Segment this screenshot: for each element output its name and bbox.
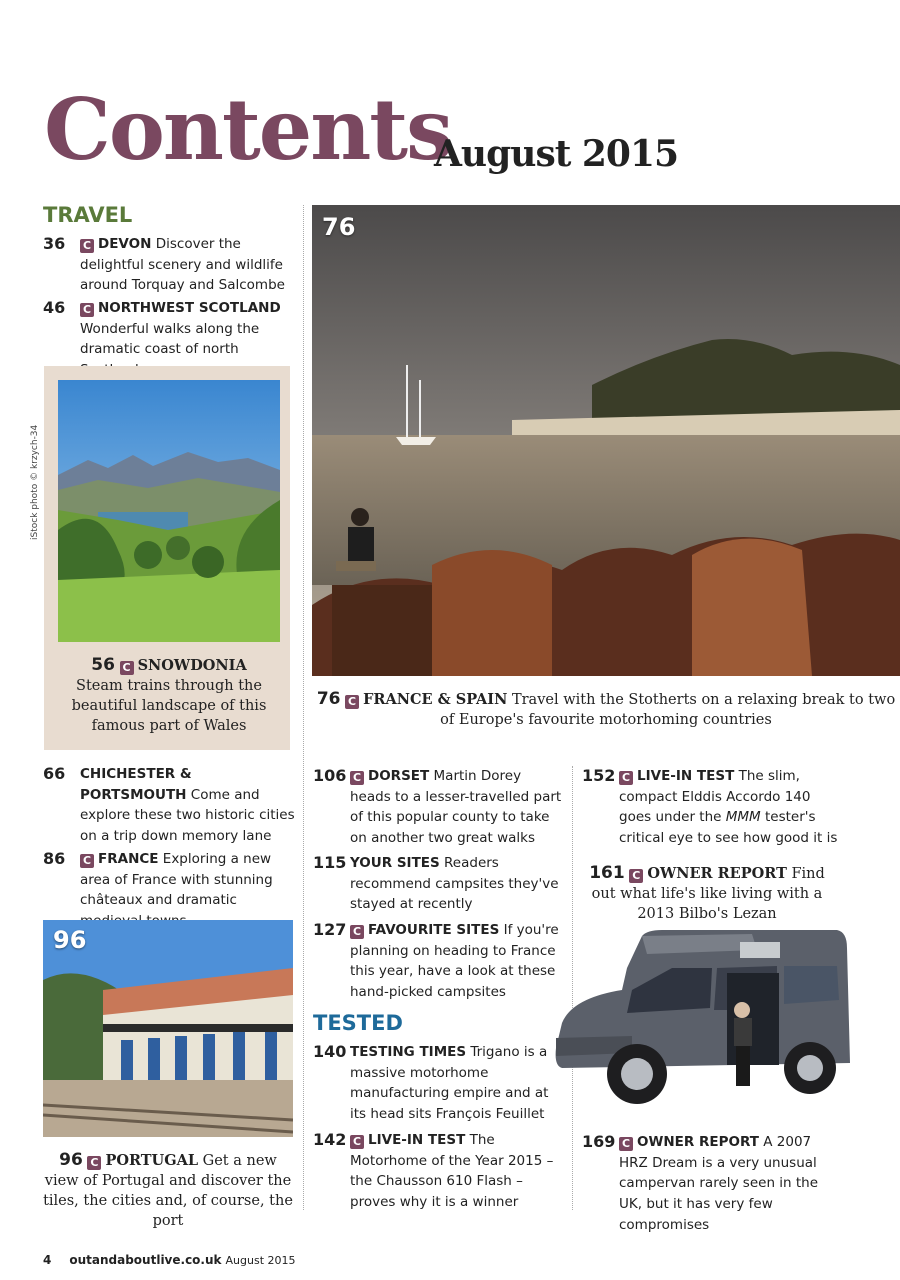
page-number: 115 <box>313 853 347 872</box>
column-divider <box>303 205 304 1210</box>
campervan-photo <box>552 928 852 1118</box>
portugal-caption <box>43 1150 293 1231</box>
c-badge: C <box>80 854 94 868</box>
c-badge: C <box>629 869 643 883</box>
entry-keyword: FAVOURITE SITES <box>368 922 500 938</box>
entry-text: Readers recommend campsites they've stayed at recently <box>350 855 559 913</box>
photo-credit: iStock photo © krzych-34 <box>30 424 40 540</box>
page-number: 161 <box>589 863 625 883</box>
entry-text: Wonderful walks along the dramatic coast of north <box>80 320 260 358</box>
page-number: 86 <box>43 849 66 868</box>
photo-page-number: 96 <box>53 926 87 954</box>
page-number: 140 <box>313 1042 347 1061</box>
page-number: 142 <box>313 1130 347 1149</box>
page-number: 56 <box>91 655 115 675</box>
entry-text-italic: MMM <box>725 809 761 826</box>
c-badge: C <box>619 771 633 785</box>
france-spain-caption <box>312 689 900 730</box>
entry-text: The slim, compact Elddis Accordo 140 goes under the <box>619 768 811 826</box>
entry-keyword: FRANCE & SPAIN <box>363 691 508 708</box>
entry-keyword: NORTHWEST SCOTLAND <box>98 300 281 316</box>
footer-issue: August 2015 <box>225 1254 296 1267</box>
page-number: 169 <box>582 1132 616 1151</box>
entry-text: Discover the delightful scenery and wildlife around Torquay and Salcombe <box>80 236 285 294</box>
entry-keyword: FRANCE <box>98 851 159 867</box>
page-number: 76 <box>316 689 341 709</box>
entry-keyword: SNOWDONIA <box>137 657 247 674</box>
entry-text: Steam trains through the beautiful landscape of this famous part of Wales <box>71 678 267 734</box>
entry-keyword: OWNER REPORT <box>647 865 787 882</box>
entry-text: Find out what life's like living with a 2013 Bilbo's Lezan <box>591 866 825 922</box>
entry-text: Exploring a new area of France with stunning châteaux and dramatic <box>80 851 273 909</box>
entry-keyword: LIVE-IN TEST <box>637 768 735 784</box>
c-badge: C <box>345 695 359 709</box>
entry-text: Travel with the Stotherts on a relaxing break to two of Europe's favourite motorhoming countries <box>440 692 896 728</box>
entry-keyword: DORSET <box>368 768 430 784</box>
c-badge: C <box>350 925 364 939</box>
page-number: 36 <box>43 234 66 253</box>
page-number: 96 <box>59 1150 83 1170</box>
entry-text: Get a new view of Portugal and discover the tiles, the cities and, of course, the port <box>43 1153 293 1229</box>
page-number: 46 <box>43 298 66 317</box>
page-number: 127 <box>313 920 347 939</box>
page-number: 66 <box>43 764 66 783</box>
page-title: Contents <box>44 80 452 179</box>
owner-report-caption <box>582 863 832 924</box>
snowdonia-caption <box>58 655 280 736</box>
snowdonia-photo <box>58 380 280 642</box>
entry-text: tester's critical eye to see how good it is <box>619 809 838 847</box>
issue-date: August 2015 <box>434 133 679 175</box>
entry-text: Trigano is a massive motorhome manufacturing empire and at its head sits François Feuillet <box>350 1044 549 1123</box>
c-badge: C <box>350 771 364 785</box>
entry-text: If you're planning on heading to France this year, have a look at these hand-picked campsites <box>350 922 559 1001</box>
entry-keyword: PORTUGAL <box>105 1152 199 1169</box>
page-number: 106 <box>313 766 347 785</box>
page-number: 152 <box>582 766 616 785</box>
entry-text: Martin Dorey heads to a lesser-travelled part of this popular county to take on another two great walks <box>350 768 562 847</box>
footer <box>43 1253 296 1267</box>
photo-page-number: 76 <box>322 213 356 241</box>
c-badge: C <box>619 1137 633 1151</box>
entry-keyword: DEVON <box>98 236 152 252</box>
entry-text: The Motorhome of the Year 2015 – the Chausson 610 Flash – proves why it is a winner <box>350 1132 554 1211</box>
entry-text: A 2007 HRZ Dream is a very unusual campervan rarely seen in the UK, but it has very few compromises <box>619 1134 819 1233</box>
entry-keyword: TESTING TIMES <box>350 1044 467 1060</box>
section-tested: TESTED <box>313 1011 403 1035</box>
footer-site: outandaboutlive.co.uk <box>69 1253 222 1267</box>
section-travel: TRAVEL <box>43 203 133 227</box>
entry-keyword: YOUR SITES <box>350 855 440 871</box>
c-badge: C <box>350 1135 364 1149</box>
entry-keyword: CHICHESTER & PORTSMOUTH <box>80 766 192 803</box>
footer-page-number: 4 <box>43 1253 52 1267</box>
entry-keyword: OWNER REPORT <box>637 1134 759 1150</box>
france-spain-photo <box>312 205 900 676</box>
entry-text: Come and explore these two historic cities on a trip down memory lane <box>80 786 295 845</box>
c-badge: C <box>120 661 134 675</box>
c-badge: C <box>87 1156 101 1170</box>
entry-keyword: LIVE-IN TEST <box>368 1132 466 1148</box>
c-badge: C <box>80 239 94 253</box>
c-badge: C <box>80 303 94 317</box>
